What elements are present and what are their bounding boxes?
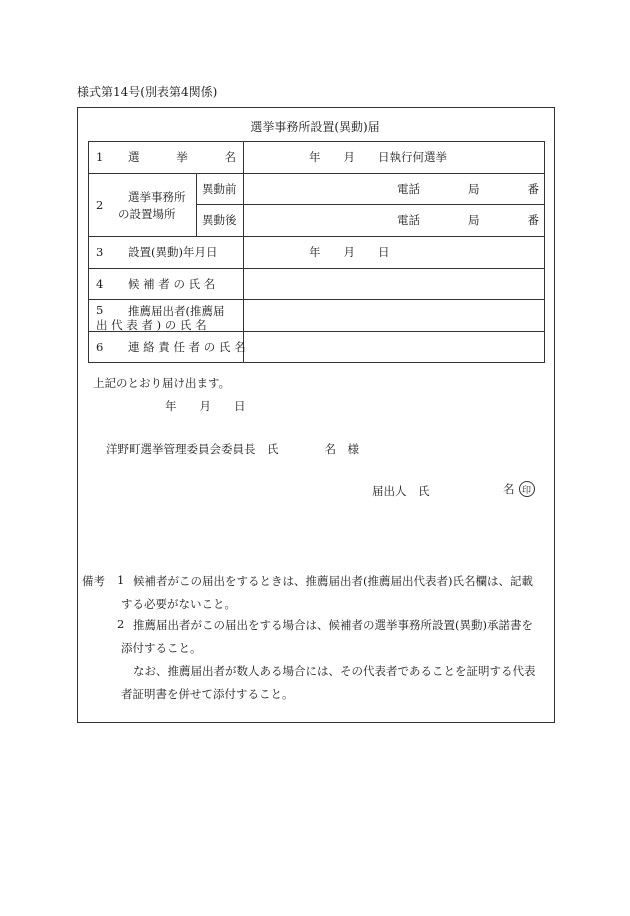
row-4-label: 候 補 者 の 氏 名 (128, 276, 216, 291)
phone-exchange-label: 局 (468, 213, 480, 227)
row-2-before-label: 異動前 (202, 181, 237, 196)
row-1-number: 1 (96, 150, 104, 164)
row-2-label-line1: 選挙事務所 (128, 190, 186, 204)
row-5-number: 5 (96, 303, 104, 317)
phone-number-label: 番 (527, 181, 539, 196)
row-6-label: 連 絡 責 任 者 の 氏 名 (128, 340, 246, 354)
note-2-line1: 推薦届出者がこの届出をする場合は、候補者の選挙事務所設置(異動)承諾書を (133, 618, 533, 632)
row-5-value[interactable] (244, 299, 544, 331)
statement-text: 上記のとおり届け出ます。 (93, 376, 231, 390)
row-2-after-label: 異動後 (202, 213, 237, 227)
row-3-label: 設置(異動)年月日 (128, 245, 218, 259)
row-1-label-char: 名 (224, 150, 236, 164)
note-2-line3: なお、推薦届出者が数人ある場合には、その代表者であることを証明する代表 (133, 664, 536, 678)
row-2-number: 2 (96, 197, 104, 212)
submitter-name-suffix (503, 481, 535, 497)
document-title: 選挙事務所設置(異動)届 (250, 120, 380, 134)
row-2-label-line2: の設置場所 (118, 207, 176, 221)
notes-heading: 備考 (82, 574, 105, 588)
row-3-number: 3 (96, 245, 104, 259)
row-1-label-char: 挙 (176, 150, 188, 164)
row-3-value-date[interactable]: 年 月 日 (309, 245, 390, 259)
row-6-value[interactable] (244, 331, 544, 363)
row-5-label-line2: 出 代 表 者 ) の 氏 名 (96, 318, 207, 332)
addressee-line: 洋野町選挙管理委員会委員長 氏 名 様 (106, 442, 359, 456)
note-2-line4: 者証明書を併せて添付すること。 (121, 687, 294, 701)
form-number-label: 様式第14号(別表第4関係) (77, 85, 218, 99)
note-2-number: 2 (117, 617, 125, 631)
row-2-before-phone (397, 173, 539, 204)
note-1-line2: する必要がないこと。 (121, 597, 236, 611)
note-2-line2: 添付すること。 (121, 641, 202, 655)
phone-exchange-label: 局 (468, 181, 480, 196)
row-5-label-line1: 推薦届出者(推薦届 (128, 304, 225, 318)
row-4-value[interactable] (244, 268, 544, 299)
name-suffix-char: 名 (503, 482, 515, 496)
phone-label: 電話 (397, 213, 420, 227)
submission-date[interactable]: 年 月 日 (165, 399, 246, 413)
note-1-number: 1 (117, 573, 125, 587)
row-4-number: 4 (96, 276, 104, 291)
row-1-label-election-name (128, 141, 236, 173)
note-1-line1: 候補者がこの届出をするときは、推薦届出者(推薦届出代表者)氏名欄は、記載 (133, 574, 533, 588)
row-1-label-char: 選 (128, 150, 140, 164)
row-2-after-phone (397, 204, 539, 236)
submitter-label: 届出人 氏 (372, 484, 430, 498)
row-1-value-election[interactable]: 年 月 日執行何選挙 (309, 150, 447, 164)
row-6-number: 6 (96, 340, 104, 354)
seal-stamp-icon: 印 (519, 481, 535, 497)
phone-number-label: 番 (527, 213, 539, 227)
phone-label: 電話 (397, 181, 420, 196)
table-subcolumn-divider (196, 173, 197, 236)
